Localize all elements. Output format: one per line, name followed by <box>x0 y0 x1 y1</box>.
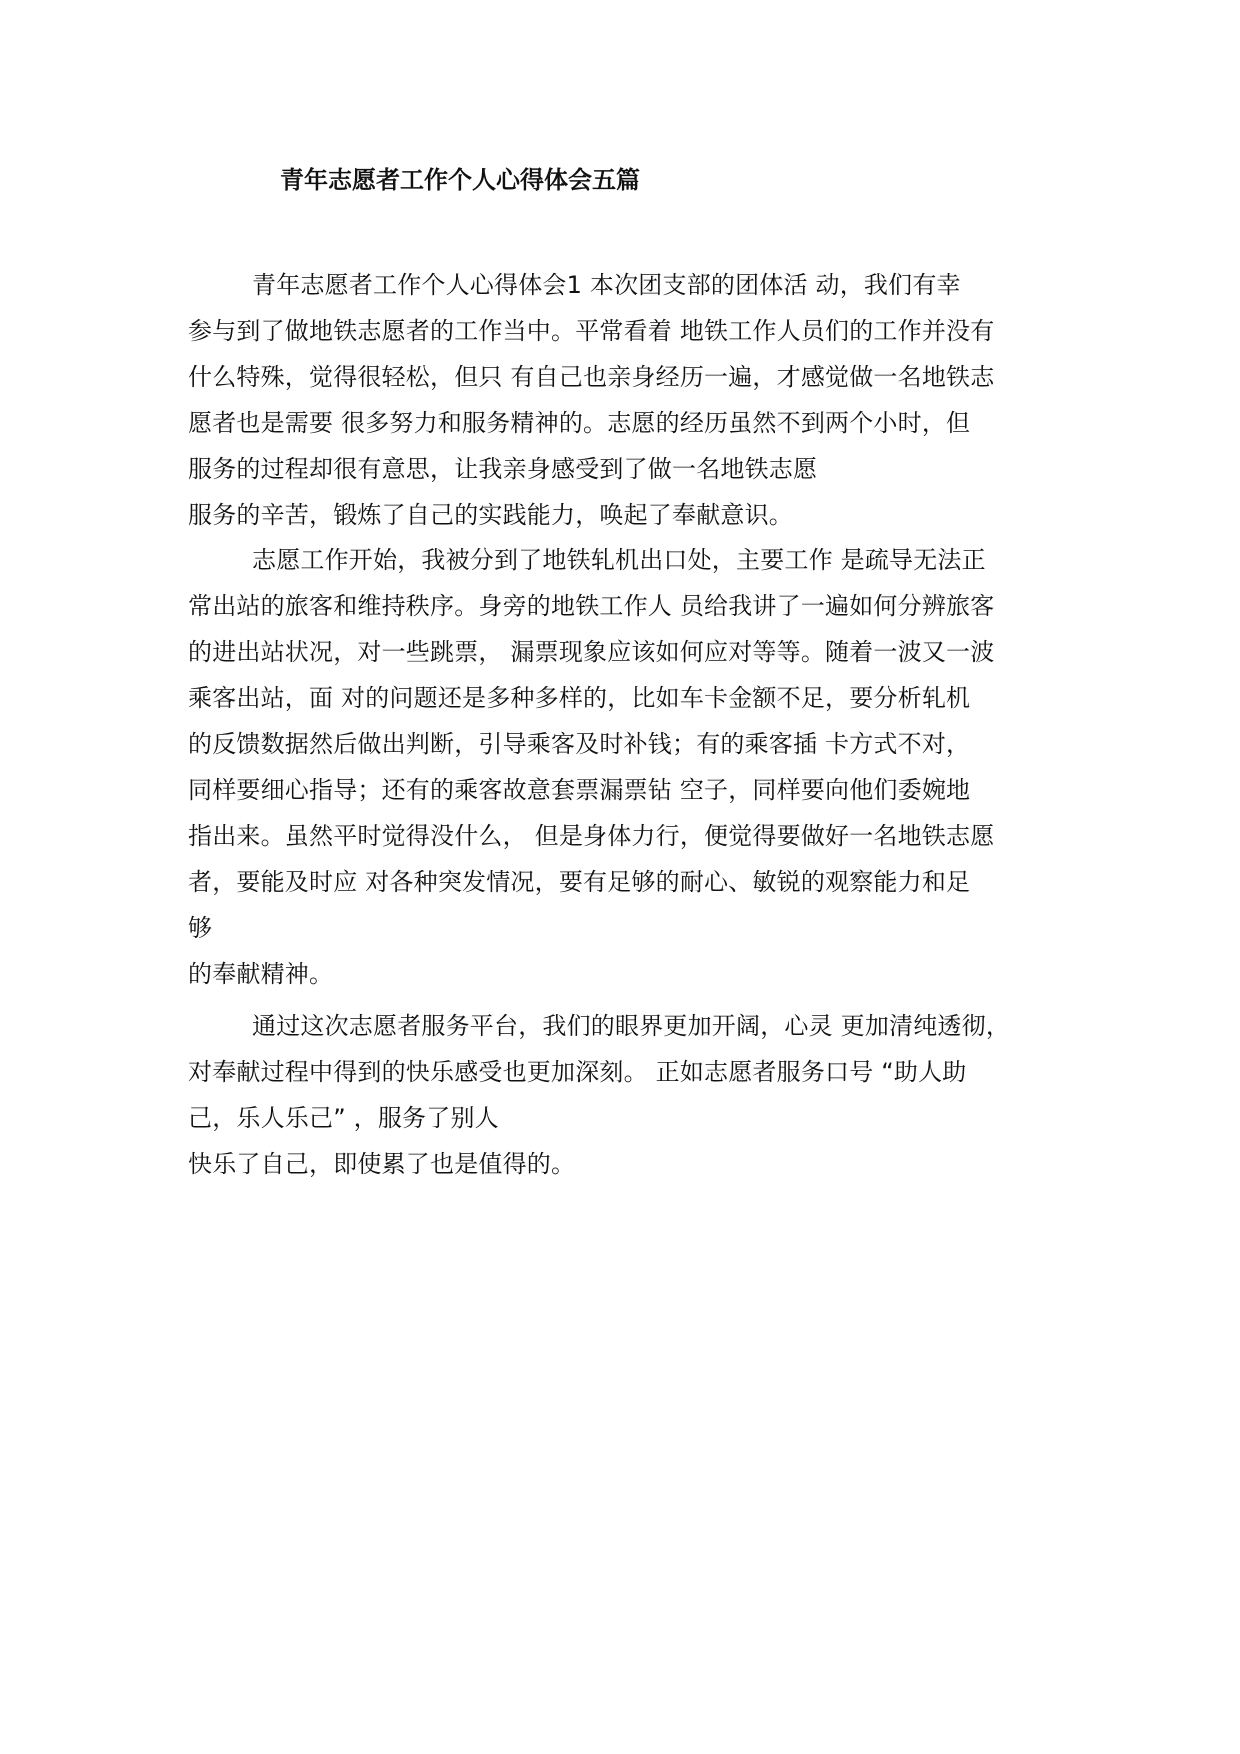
paragraph-line: 指出来。虽然平时觉得没什么， 但是身体力行，便觉得要做好一名地铁志愿 <box>188 822 995 850</box>
paragraph-3 <box>188 1003 1068 1187</box>
paragraph-line: 者，要能及时应 对各种突发情况，要有足够的耐心、敏锐的观察能力和足 <box>188 868 971 896</box>
paragraph-line: 对奉献过程中得到的快乐感受也更加深刻。 正如志愿者服务口号 “助人助 <box>188 1058 967 1086</box>
paragraph-line: 什么特殊，觉得很轻松，但只 有自己也亲身经历一遍，才感觉做一名地铁志 <box>188 363 995 391</box>
paragraph-line: 己，乐人乐己” ，服务了别人 <box>188 1104 499 1132</box>
paragraph-line: 常出站的旅客和维持秩序。身旁的地铁工作人 员给我讲了一遍如何分辨旅客 <box>188 592 995 620</box>
paragraph-line: 快乐了自己，即使累了也是值得的。 <box>188 1150 576 1178</box>
paragraph-line: 青年志愿者工作个人心得体会1 本次团支部的团体活 动，我们有幸 <box>252 271 961 299</box>
paragraph-1 <box>188 262 1068 538</box>
paragraph-line: 服务的过程却很有意思，让我亲身感受到了做一名地铁志愿 <box>188 455 818 483</box>
paragraph-line: 志愿工作开始，我被分到了地铁轧机出口处，主要工作 是疏导无法正 <box>252 546 986 574</box>
paragraph-line: 够 <box>188 914 213 942</box>
paragraph-line: 参与到了做地铁志愿者的工作当中。平常看着 地铁工作人员们的工作并没有 <box>188 317 995 345</box>
paragraph-line: 乘客出站，面 对的问题还是多种多样的，比如车卡金额不足，要分析轧机 <box>188 684 971 712</box>
paragraph-line: 同样要细心指导；还有的乘客故意套票漏票钻 空子，同样要向他们委婉地 <box>188 776 971 804</box>
paragraph-line: 的进出站状况，对一些跳票， 漏票现象应该如何应对等等。随着一波又一波 <box>188 638 995 666</box>
paragraph-line: 的奉献精神。 <box>188 960 334 988</box>
paragraph-line: 愿者也是需要 很多努力和服务精神的。志愿的经历虽然不到两个小时，但 <box>188 409 971 437</box>
document-title: 青年志愿者工作个人心得体会五篇 <box>280 166 640 194</box>
paragraph-line: 通过这次志愿者服务平台，我们的眼界更加开阔，心灵 更加清纯透彻， <box>252 1012 1011 1040</box>
paragraph-line: 服务的辛苦，锻炼了自己的实践能力，唤起了奉献意识。 <box>188 501 793 529</box>
paragraph-line: 的反馈数据然后做出判断，引导乘客及时补钱；有的乘客插 卡方式不对， <box>188 730 971 758</box>
paragraph-2 <box>188 537 1068 997</box>
